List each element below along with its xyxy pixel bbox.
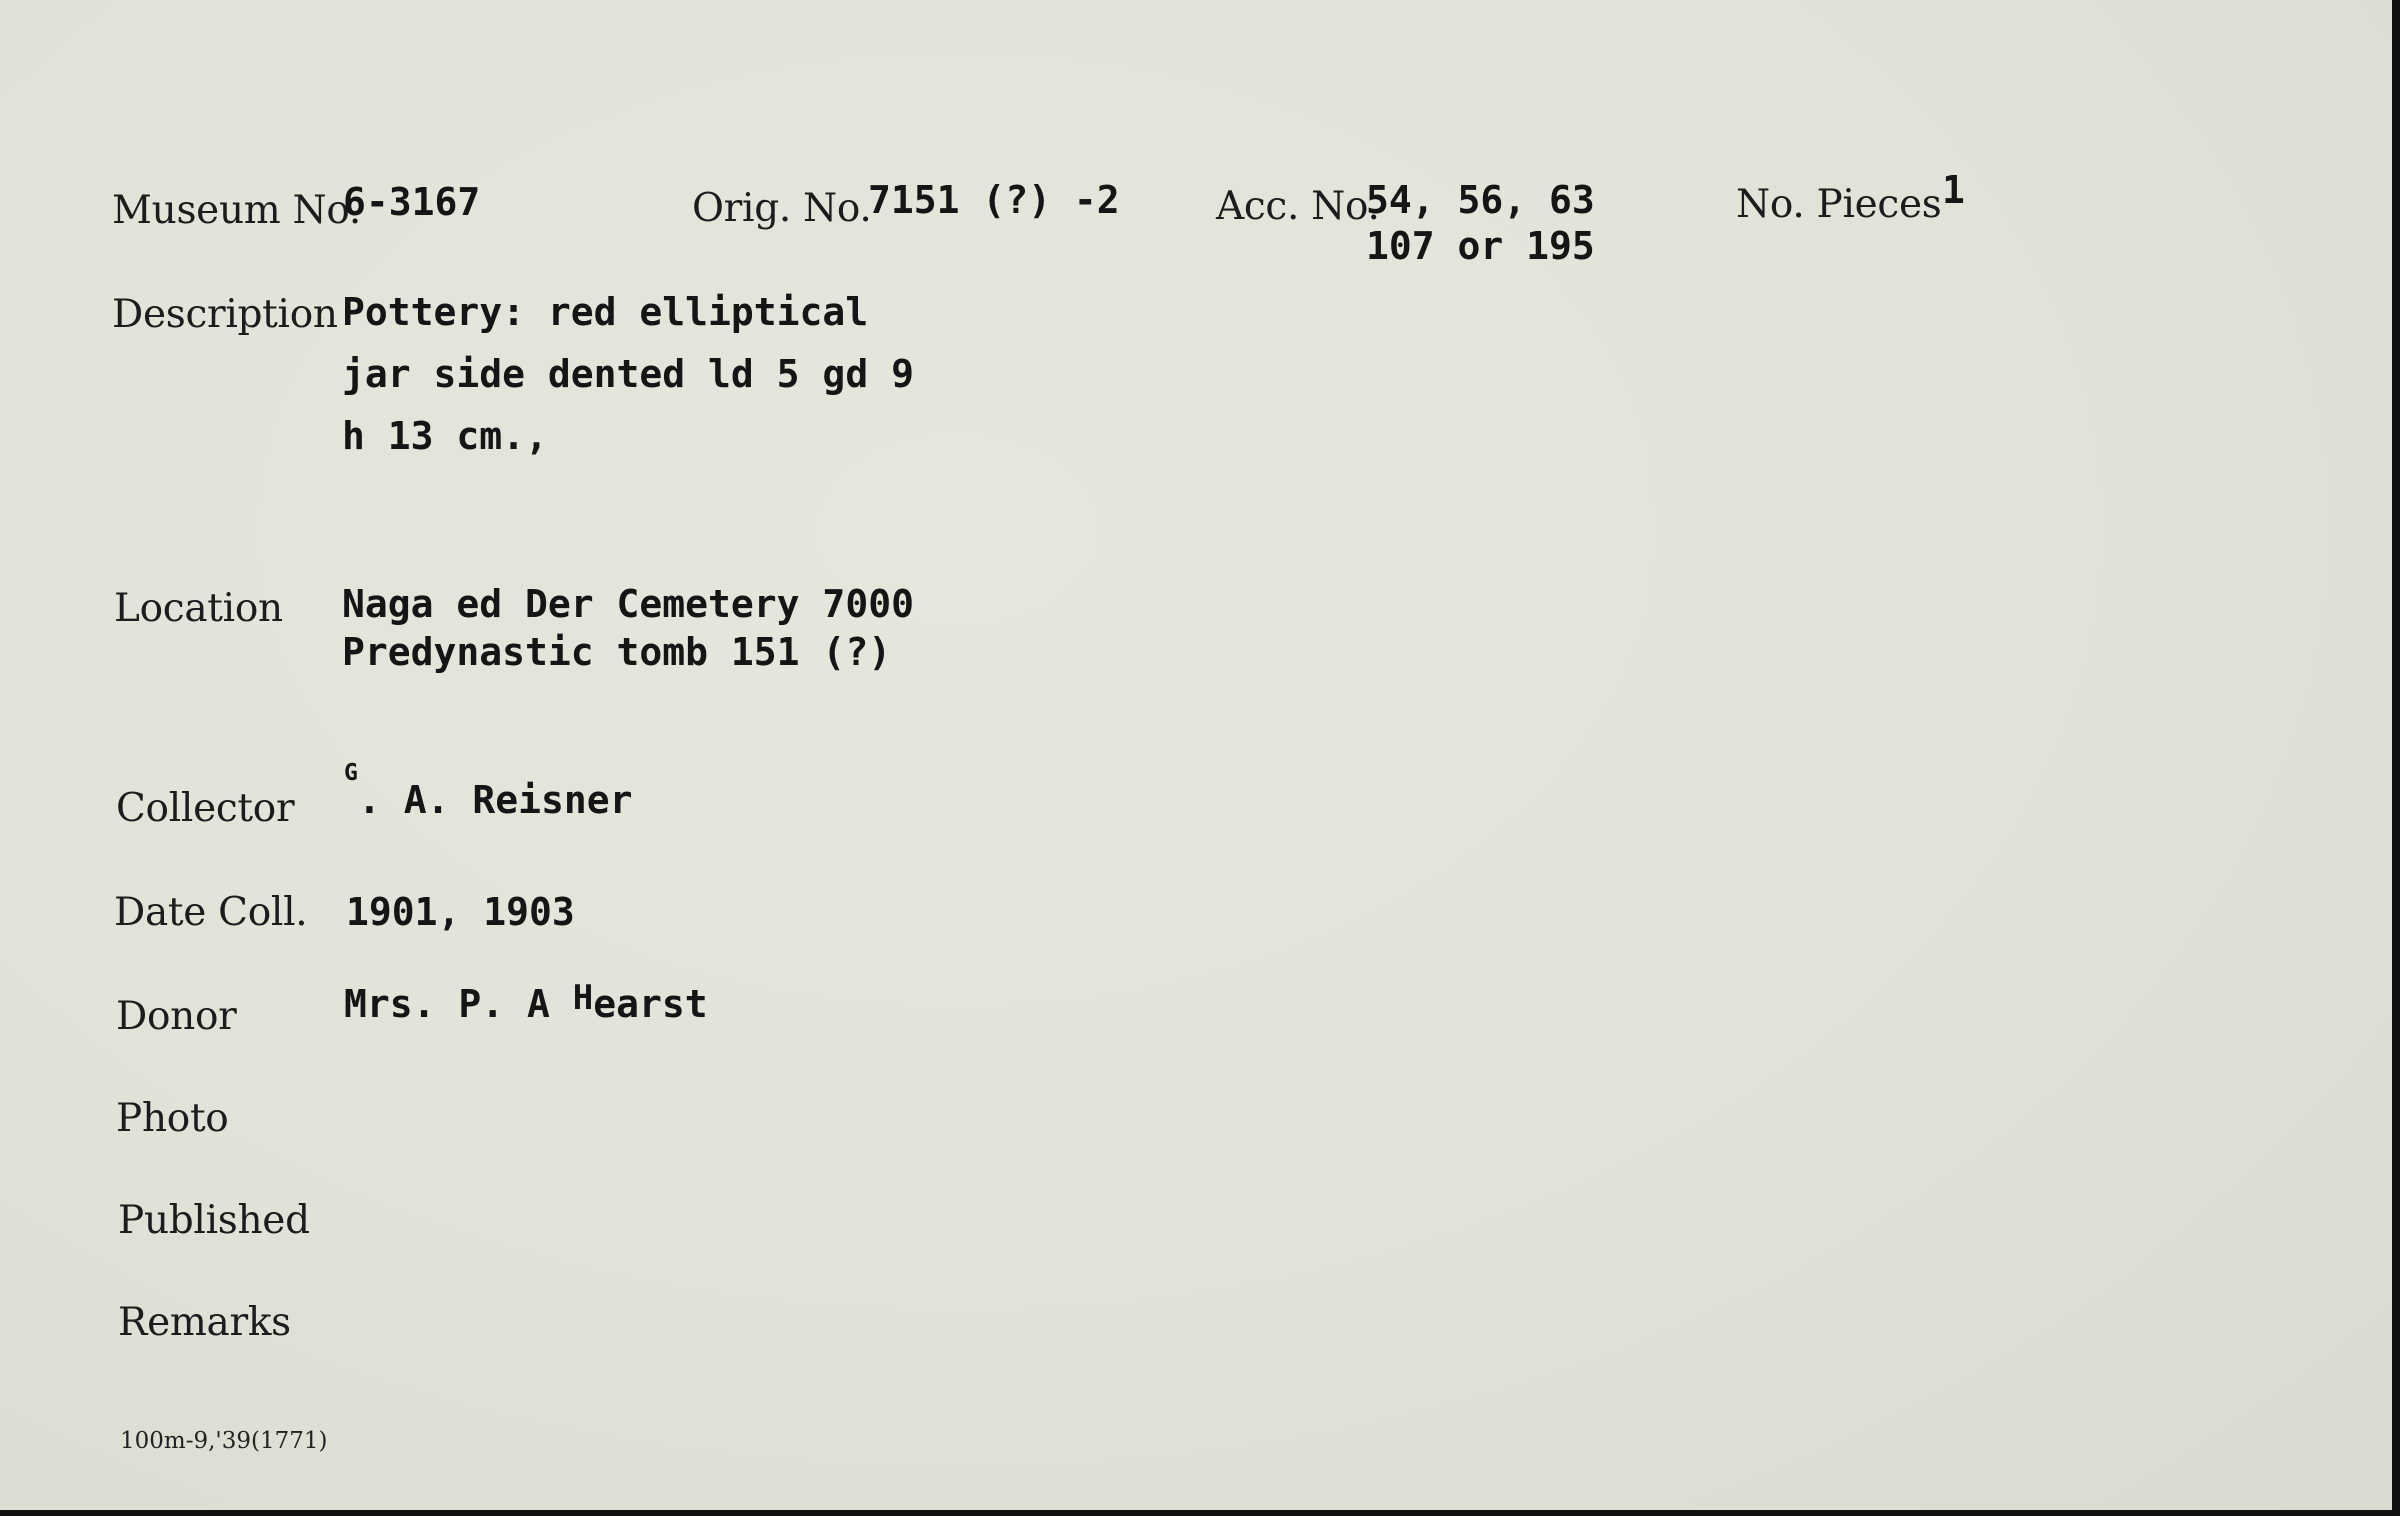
photo-label: Photo	[116, 1096, 229, 1141]
acc-no-value-line2: 107 or 195	[1366, 224, 1595, 268]
orig-no-label: Orig. No.	[692, 186, 872, 231]
donor-rest: earst	[593, 982, 708, 1026]
collector-initial: G	[344, 760, 358, 786]
date-coll-label: Date Coll.	[114, 890, 308, 935]
description-line-3: h 13 cm.,	[342, 414, 548, 458]
donor-initial: H	[572, 978, 594, 1018]
description-label: Description	[112, 292, 338, 337]
museum-no-label: Museum No.	[112, 188, 361, 233]
description-line-1: Pottery: red elliptical	[342, 290, 869, 334]
collector-value: . A. Reisner	[358, 778, 633, 822]
no-pieces-value: 1	[1942, 168, 1965, 212]
museum-no-value: 6-3167	[343, 180, 481, 224]
no-pieces-label: No. Pieces	[1736, 182, 1942, 227]
print-code: 100m-9,'39(1771)	[120, 1428, 328, 1454]
location-line-2: Predynastic tomb 151 (?)	[342, 630, 892, 674]
donor-main: Mrs. P. A	[344, 982, 573, 1026]
description-line-2: jar side dented ld 5 gd 9	[342, 352, 914, 396]
date-coll-value: 1901, 1903	[346, 890, 575, 934]
location-line-1: Naga ed Der Cemetery 7000	[342, 582, 914, 626]
orig-no-value: 7151 (?) -2	[868, 178, 1120, 222]
donor-label: Donor	[116, 994, 237, 1039]
acc-no-label: Acc. No.	[1216, 184, 1380, 229]
remarks-label: Remarks	[118, 1300, 291, 1345]
donor-value	[344, 978, 708, 1026]
collector-label: Collector	[116, 786, 295, 831]
location-label: Location	[114, 586, 283, 631]
published-label: Published	[118, 1198, 310, 1243]
acc-no-value-line1: 54, 56, 63	[1366, 178, 1595, 222]
